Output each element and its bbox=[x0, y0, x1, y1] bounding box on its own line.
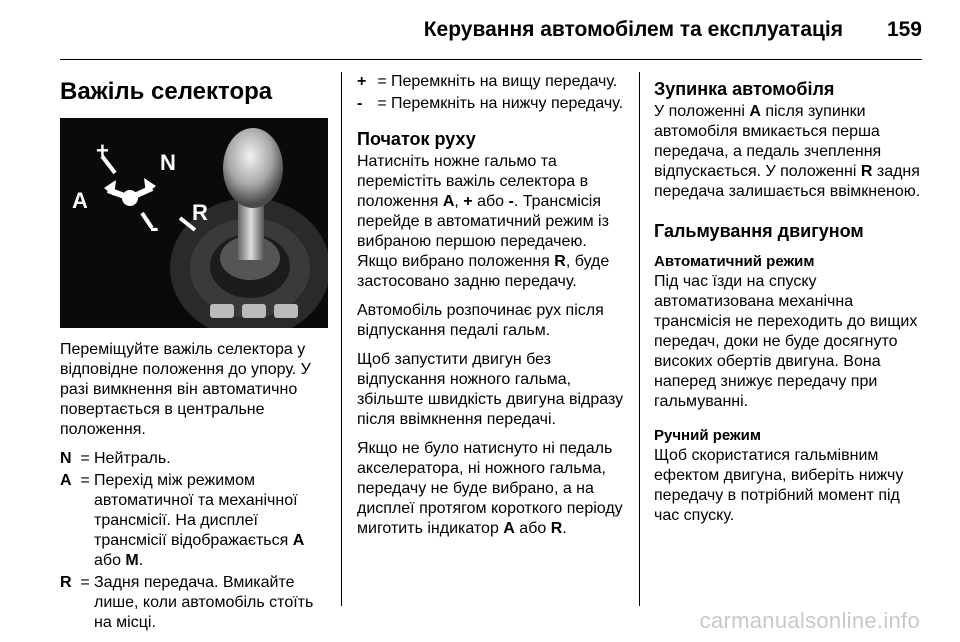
definition-key: + bbox=[357, 73, 367, 90]
column-2 bbox=[357, 72, 627, 548]
label-r: R bbox=[192, 200, 208, 225]
column-divider-2 bbox=[639, 72, 640, 606]
definition-key: N bbox=[60, 450, 72, 467]
definition-equals: = bbox=[377, 73, 387, 90]
definition-key: - bbox=[357, 95, 363, 112]
definition-text: Нейтраль. bbox=[94, 450, 171, 467]
definition-text: Перемкніть на нижчу передачу. bbox=[391, 95, 624, 112]
paragraph-start-2: Автомобіль розпочинає рух після відпускання педалі гальм. bbox=[357, 302, 604, 339]
definition-n bbox=[60, 449, 330, 469]
column-divider-1 bbox=[341, 72, 342, 606]
section-heading-selector-lever: Важіль селектора bbox=[60, 78, 273, 105]
definition-text: Задня передача. Вмикайте лише, коли автомобіль стоїть на місці. bbox=[94, 574, 314, 631]
definition-plus bbox=[357, 72, 627, 92]
watermark: carmanualsonline.info bbox=[699, 608, 920, 633]
paragraph-stopping: У положенні A після зупинки автомобіля вмикається перша передача, а педаль зчеплення відпускається. У положенні R задня передача залишається ввімкненою. bbox=[654, 103, 921, 200]
paragraph-manual-mode: Щоб скористатися гальмівним ефектом двигуна, виберіть нижчу передачу в потрібний момент під час спуску. bbox=[654, 447, 904, 524]
definition-a bbox=[60, 471, 330, 571]
gear-selector-svg bbox=[60, 118, 328, 328]
definition-equals: = bbox=[80, 574, 90, 591]
gear-selector-illustration bbox=[60, 118, 328, 328]
page-number: 159 bbox=[886, 18, 922, 41]
section-heading-engine-braking: Гальмування двигуном bbox=[654, 221, 864, 241]
paragraph-start-4: Якщо не було натиснуто ні педаль акселератора, ні ножного гальма, передачу не буде вибрано, а на дисплеї протягом короткого періоду миготить індикатор A або R. bbox=[357, 440, 623, 537]
label-plus: + bbox=[96, 138, 109, 163]
definition-text: Перехід між режимом автоматичної та механічної трансмісії. На дисплеї трансмісії відображається A або M. bbox=[94, 472, 305, 569]
page-header bbox=[0, 0, 960, 60]
paragraph-automatic-mode: Під час їзди на спуску автоматизована механічна трансмісія не переходить до вищих передач, доки не буде досягнуто високих обертів двигуна. Вона наперед знижує передачу при гальмуванні. bbox=[654, 273, 918, 410]
definition-minus bbox=[357, 94, 627, 114]
header-rule bbox=[60, 59, 922, 60]
definition-key: A bbox=[60, 472, 72, 489]
definition-equals: = bbox=[377, 95, 387, 112]
paragraph-start-3: Щоб запустити двигун без відпускання ножного гальма, збільште швидкість двигуна відразу після ввімкнення передачі. bbox=[357, 351, 624, 428]
label-a: A bbox=[72, 188, 88, 213]
label-n: N bbox=[160, 150, 176, 175]
column-1 bbox=[60, 72, 330, 635]
header-title: Керування автомобілем та експлуатація bbox=[423, 18, 843, 41]
paragraph-start-1: Натисніть ножне гальмо та перемістіть важіль селектора в положення A, + або -. Трансмісія перейде в автоматичний режим із вибраною першою передачею. Якщо вибрано положення R, буде застосовано задню передачу. bbox=[357, 153, 610, 290]
definition-text: Перемкніть на вищу передачу. bbox=[391, 73, 618, 90]
section-heading-stopping: Зупинка автомобіля bbox=[654, 79, 835, 99]
definition-key: R bbox=[60, 574, 72, 591]
subheading-automatic-mode: Автоматичний режим bbox=[654, 253, 815, 270]
intro-paragraph: Переміщуйте важіль селектора у відповідне положення до упору. У разі вимкнення він автоматично повертається в центральне положення. bbox=[60, 341, 311, 438]
column-3 bbox=[654, 72, 926, 535]
definition-equals: = bbox=[80, 450, 90, 467]
definition-equals: = bbox=[80, 472, 90, 489]
definition-r bbox=[60, 573, 330, 633]
subheading-manual-mode: Ручний режим bbox=[654, 427, 761, 444]
section-heading-starting-off: Початок руху bbox=[357, 129, 476, 149]
label-minus: - bbox=[150, 212, 159, 242]
